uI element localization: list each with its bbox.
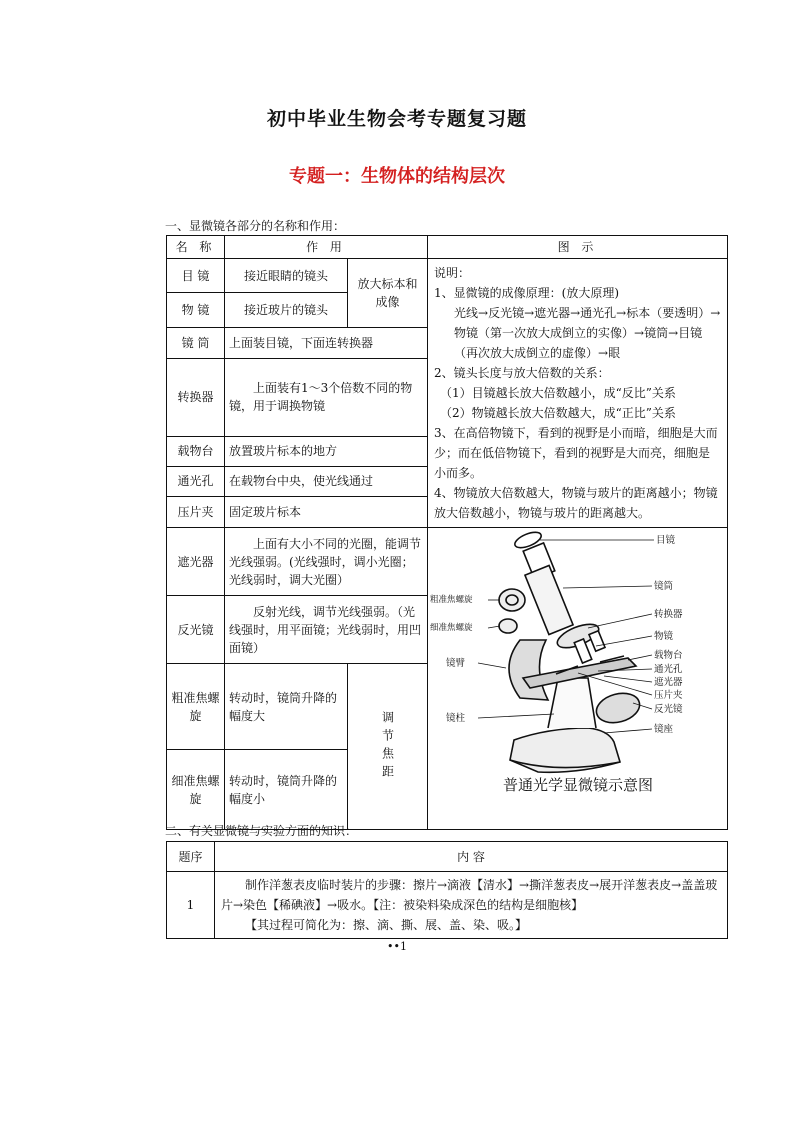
- note-4: 4、物镜放大倍数越大，物镜与玻片的距离越小；物镜放大倍数越小，物镜与玻片的距离越大。: [434, 486, 718, 520]
- part-name: 细准焦螺旋: [167, 750, 225, 830]
- part-name: 物 镜: [167, 293, 225, 327]
- note-1: 1、显微镜的成像原理：(放大原理): [434, 286, 620, 300]
- note-2: 2、镜头长度与放大倍数的关系：: [434, 366, 610, 380]
- procedure-summary: 【其过程可简化为：擦、滴、撕、展、盖、染、吸。】: [245, 918, 528, 932]
- part-function: 转动时，镜筒升降的幅度小: [225, 750, 348, 830]
- note-3: 3、在高倍物镜下，看到的视野是小而暗，细胞是大而少；而在低倍物镜下，看到的视野是大而亮，细胞是小而多。: [434, 426, 718, 480]
- note-heading: 说明：: [434, 266, 471, 280]
- part-name: 转换器: [167, 358, 225, 436]
- label-eyepiece: 目镜: [656, 535, 676, 546]
- label-fine: 细准焦螺旋: [430, 623, 473, 633]
- part-name: 镜 筒: [167, 327, 225, 358]
- part-name: 反光镜: [167, 596, 225, 664]
- part-function: 接近眼睛的镜头: [225, 259, 348, 293]
- label-tube: 镜筒: [654, 581, 674, 592]
- label-nosepiece: 转换器: [654, 609, 683, 620]
- header-number: 题序: [167, 842, 215, 872]
- part-name: 目 镜: [167, 259, 225, 293]
- microscope-figure: [428, 528, 728, 830]
- part-function: 上面装有1～3个倍数不同的物镜，用于调换物镜: [225, 358, 428, 436]
- section-2-heading: 二、有关显微镜与实验方面的知识：: [165, 824, 358, 838]
- label-coarse: 粗准焦螺旋: [430, 595, 473, 605]
- part-name: 载物台: [167, 436, 225, 466]
- label-stage: 载物台: [654, 650, 683, 661]
- part-function: 转动时，镜筒升降的幅度大: [225, 664, 348, 750]
- experiment-knowledge-table: [166, 841, 728, 939]
- procedure-text: 制作洋葱表皮临时装片的步骤：擦片→滴液【清水】→撕洋葱表皮→展开洋葱表皮→盖盖玻片→染色【稀碘液】→吸水。【注：被染料染成深色的结构是细胞核】: [221, 878, 718, 912]
- label-arm: 镜臂: [446, 658, 466, 669]
- label-base: 镜座: [654, 724, 674, 735]
- note-2a: （1）目镜越长放大倍数越小，成“反比”关系: [440, 386, 676, 400]
- label-objective: 物镜: [654, 631, 674, 642]
- shared-function-magnify: 放大标本和成像: [348, 259, 428, 328]
- explanation-notes: [428, 259, 728, 528]
- header-name: 名 称: [167, 236, 225, 259]
- page-number: ••1: [387, 940, 407, 953]
- note-2b: （2）物镜越长放大倍数越大，成“正比”关系: [440, 406, 676, 420]
- label-mirror: 反光镜: [654, 704, 683, 715]
- base-shape: [510, 728, 620, 772]
- arm-shape: [509, 640, 548, 700]
- section-1-heading: 一、显微镜各部分的名称和作用：: [165, 219, 346, 233]
- part-name: 粗准焦螺旋: [167, 664, 225, 750]
- part-function: 放置玻片标本的地方: [225, 436, 428, 466]
- figure-caption: 普通光学显微镜示意图: [503, 776, 654, 794]
- page-title: 初中毕业生物会考专题复习题: [266, 108, 527, 130]
- part-function: 上面装目镜，下面连转换器: [225, 327, 428, 358]
- part-function: 在载物台中央，使光线通过: [225, 466, 428, 496]
- shared-function-focus: 调节焦距: [348, 664, 428, 830]
- part-function: 上面有大小不同的光圈，能调节光线强弱。(光线强时，调小光圈；光线弱时，调大光圈）: [225, 528, 428, 596]
- header-content: 内 容: [215, 842, 728, 872]
- part-function: 固定玻片标本: [225, 496, 428, 527]
- microscope-diagram: [428, 528, 728, 824]
- label-aperture: 通光孔: [654, 664, 683, 675]
- header-figure: 图 示: [428, 236, 728, 259]
- part-name: 通光孔: [167, 466, 225, 496]
- part-function: 反射光线，调节光线强弱。（光线强时，用平面镜；光线弱时，用凹面镜）: [225, 596, 428, 664]
- header-function: 作 用: [225, 236, 428, 259]
- part-name: 压片夹: [167, 496, 225, 527]
- label-pillar: 镜柱: [446, 713, 466, 724]
- part-function: 接近玻片的镜头: [225, 293, 348, 327]
- part-name: 遮光器: [167, 528, 225, 596]
- microscope-parts-table: [166, 235, 728, 830]
- topic-title: 专题一：生物体的结构层次: [289, 166, 505, 187]
- label-clip: 压片夹: [654, 690, 683, 701]
- label-diaphragm: 遮光器: [654, 677, 683, 688]
- question-content: [215, 872, 728, 939]
- note-1-detail: 光线→反光镜→遮光器→通光孔→标本（要透明）→物镜（第一次放大成倒立的实像）→镜筒→目镜（再次放大成倒立的虚像）→眼: [454, 306, 721, 360]
- question-number: 1: [167, 872, 215, 939]
